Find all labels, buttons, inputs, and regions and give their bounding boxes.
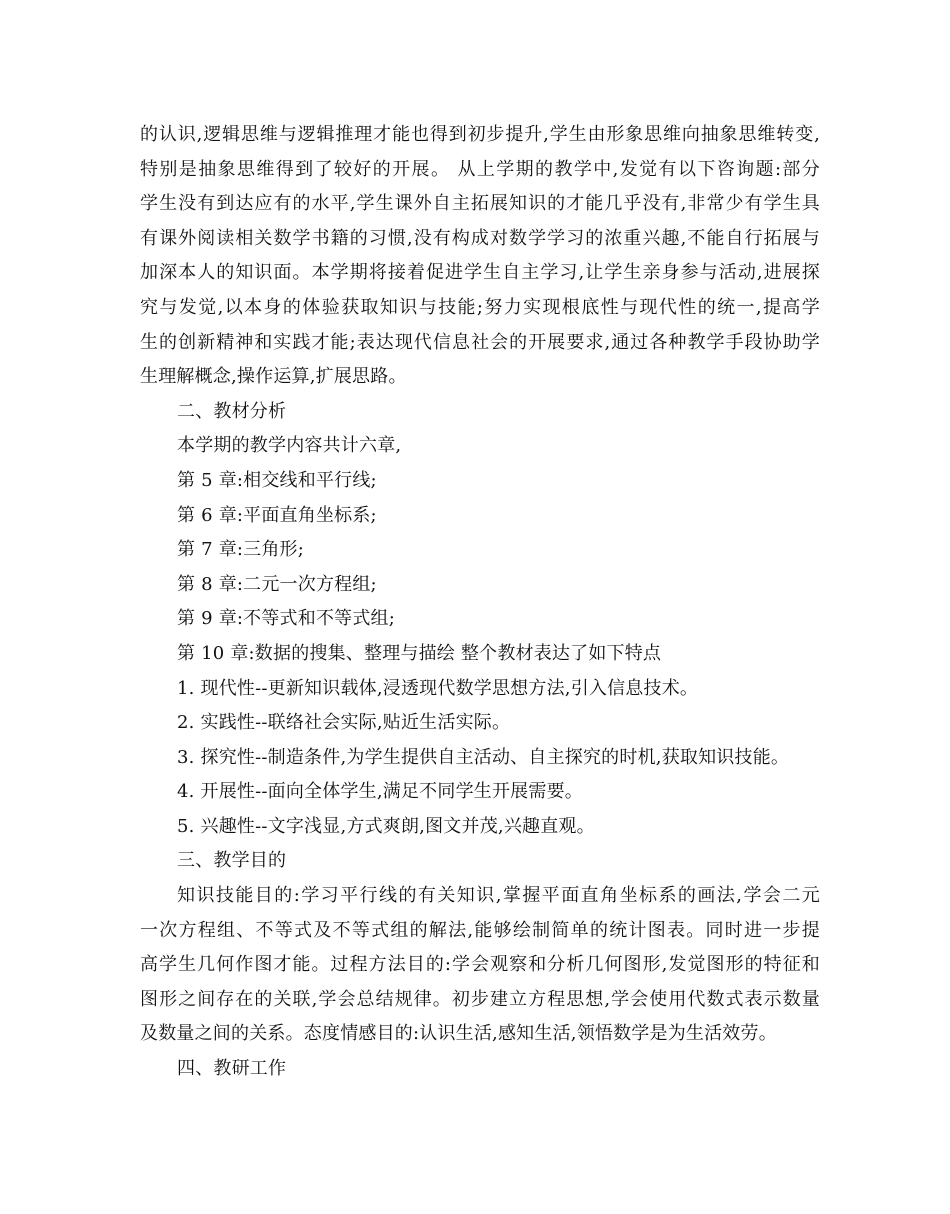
chapter-item: 第 8 章:二元一次方程组; <box>177 573 377 595</box>
paragraph-line: 知识技能目的:学习平行线的有关知识,掌握平面直角坐标系的画法,学会二元 <box>177 885 820 907</box>
paragraph-line: 加深本人的知识面。本学期将接着促进学生自主学习,让学生亲身参与活动,进展探 <box>140 262 820 284</box>
section-research-work <box>140 1052 820 1087</box>
section-heading: 二、教材分析 <box>177 400 287 422</box>
feature-item: 4. 开展性--面向全体学生,满足不同学生开展需要。 <box>177 781 583 803</box>
paragraph-line: 特别是抽象思维得到了较好的开展。 从上学期的教学中,发觉有以下咨询题:部分 <box>140 158 820 180</box>
intro-paragraph <box>140 118 820 395</box>
paragraph-line: 及数量之间的关系。态度情感目的:认识生活,感知生活,领悟数学是为生活效劳。 <box>140 1023 777 1045</box>
feature-item: 1. 现代性--更新知识载体,浸透现代数学思想方法,引入信息技术。 <box>177 677 699 699</box>
paragraph-line: 究与发觉,以本身的体验获取知识与技能;努力实现根底性与现代性的统一,提高学 <box>140 296 820 318</box>
paragraph-line: 高学生几何作图才能。过程方法目的:学会观察和分析几何图形,发觉图形的特征和 <box>140 954 820 976</box>
paragraph-line: 一次方程组、不等式及不等式组的解法,能够绘制简单的统计图表。同时进一步提 <box>140 919 820 941</box>
section-teaching-objectives <box>140 844 820 1052</box>
paragraph-line: 有课外阅读相关数学书籍的习惯,没有构成对数学学习的浓重兴趣,不能自行拓展与 <box>140 227 820 249</box>
document-body <box>140 118 820 1087</box>
paragraph-line: 图形之间存在的关联,学会总结规律。初步建立方程思想,学会使用代数式表示数量 <box>140 988 820 1010</box>
paragraph-line: 的认识,逻辑思维与逻辑推理才能也得到初步提升,学生由形象思维向抽象思维转变, <box>140 124 820 145</box>
section-intro: 本学期的教学内容共计六章, <box>177 435 402 457</box>
chapter-item: 第 10 章:数据的搜集、整理与描绘 整个教材表达了如下特点 <box>177 642 662 664</box>
section-heading: 四、教研工作 <box>177 1058 287 1080</box>
chapter-item: 第 9 章:不等式和不等式组; <box>177 608 396 630</box>
section-textbook-analysis <box>140 395 820 845</box>
paragraph-line: 生理解概念,操作运算,扩展思路。 <box>140 366 407 388</box>
chapter-item: 第 7 章:三角形; <box>177 539 305 561</box>
paragraph-line: 学生没有到达应有的水平,学生课外自主拓展知识的才能几乎没有,非常少有学生具 <box>140 193 820 215</box>
chapter-item: 第 6 章:平面直角坐标系; <box>177 504 377 526</box>
paragraph-line: 生的创新精神和实践才能;表达现代信息社会的开展要求,通过各种教学手段协助学 <box>140 331 820 353</box>
feature-item: 5. 兴趣性--文字浅显,方式爽朗,图文并茂,兴趣直观。 <box>177 815 595 837</box>
feature-item: 2. 实践性--联络社会实际,贴近生活实际。 <box>177 712 511 734</box>
feature-item: 3. 探究性--制造条件,为学生提供自主活动、自主探究的时机,获取知识技能。 <box>177 746 790 768</box>
section-heading: 三、教学目的 <box>177 850 287 872</box>
chapter-item: 第 5 章:相交线和平行线; <box>177 469 377 491</box>
